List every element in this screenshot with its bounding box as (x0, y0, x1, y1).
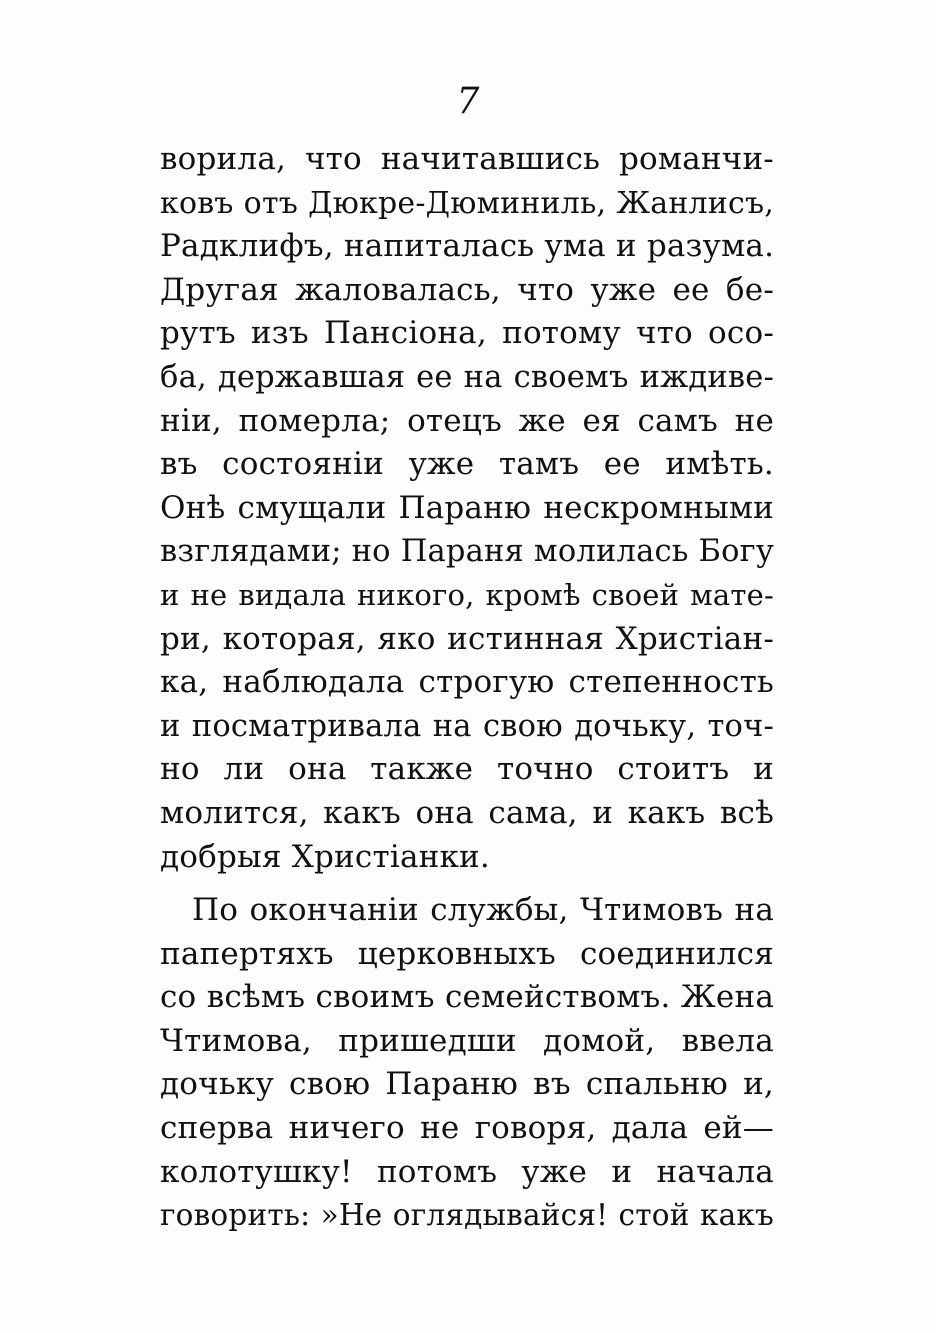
text-line: со всѣмъ своимъ семействомъ. Жена (160, 979, 774, 1016)
text-line: Радклифъ, напиталась ума и разума. (160, 228, 775, 265)
text-line: но ли она также точно стоитъ и (160, 751, 774, 788)
text-line: ка, наблюдала строгую степенность (160, 664, 774, 701)
text-line: ковъ отъ Дюкре-Дюминиль, Жанлисъ, (160, 185, 774, 221)
text-line: въ состояніи уже тамъ ее имѣть. (160, 446, 774, 483)
text-line: ворила, что начитавшись романчи- (160, 141, 774, 177)
text-line: и не видала никого, кромѣ своей мате- (160, 577, 774, 612)
paragraph-2 (160, 889, 774, 1238)
text-line: ніи, померла; отецъ же ея самъ не (160, 402, 774, 439)
text-line: взглядами; но Параня молилась Богу (160, 534, 774, 570)
text-line: Онѣ смущали Параню нескромными (160, 489, 774, 526)
text-line: ри, которая, яко истинная Христіан- (160, 620, 774, 657)
text-line: рутъ изъ Пансіона, потому что осо- (160, 315, 774, 352)
text-line: добрыя Христіанки. (160, 838, 490, 875)
text-line: Другая жаловалась, что уже ее бе- (160, 271, 774, 308)
text-line: сперва ничего не говоря, дала ей— (160, 1110, 774, 1147)
text-line: и посматривала на свою дочьку, точ- (160, 708, 774, 744)
paragraph-gap (160, 879, 774, 889)
text-line: говорить: »Не оглядывайся! стой какъ (160, 1198, 774, 1233)
text-line: колотушку! потомъ уже и начала (160, 1153, 774, 1190)
page-number: 7 (456, 81, 480, 122)
text-line: По окончаніи службы, Чтимовъ на (192, 892, 774, 929)
paragraph-1 (160, 138, 774, 879)
text-line: молится, какъ она сама, и какъ всѣ (160, 794, 774, 831)
text-line: дочьку свою Параню въ спальню и, (160, 1066, 774, 1103)
text-line: ба, державшая ее на своемъ иждиве- (160, 359, 774, 395)
text-line: Чтимова, пришедши домой, ввела (160, 1022, 774, 1059)
body-text (160, 138, 774, 1238)
text-line: папертяхъ церковныхъ соединился (160, 935, 774, 972)
